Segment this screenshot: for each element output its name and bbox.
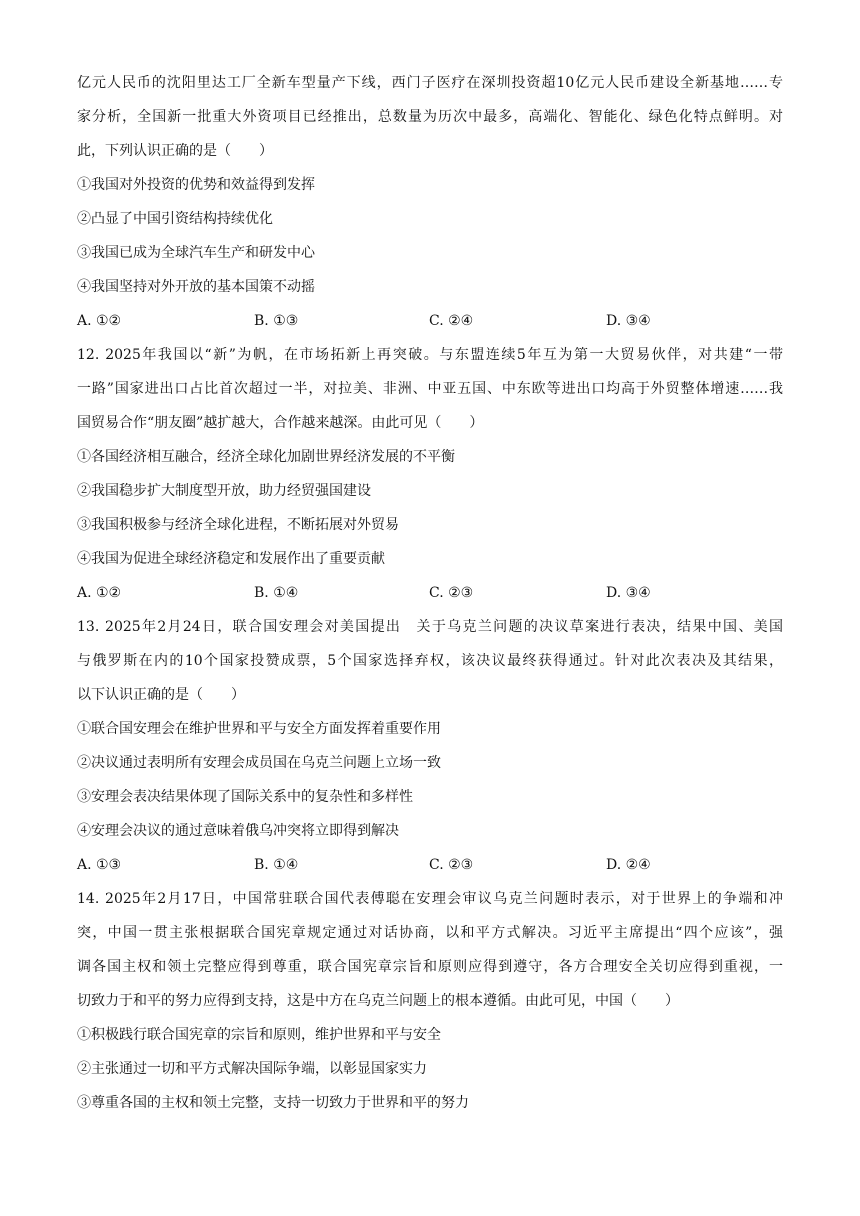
question-stem-line: 国贸易合作“朋友圈”越扩越大，合作越来越深。由此可见（ ） [77,415,484,431]
question-stem-line: 与俄罗斯在内的10个国家投赞成票，5个国家选择弃权，该决议最终获得通过。针对此次表决及其结果， [77,653,783,669]
statement-item: ③安理会表决结果体现了国际关系中的复杂性和多样性 [77,789,413,805]
option-b: B. ①④ [254,857,299,873]
option-c: C. ②④ [429,313,474,329]
statement-item: ②我国稳步扩大制度型开放，助力经贸强国建设 [77,483,371,499]
statement-item: ②凸显了中国引资结构持续优化 [77,211,273,227]
option-c: C. ②③ [429,857,474,873]
option-b: B. ①④ [254,585,299,601]
question-stem-line: 亿元人民币的沈阳里达工厂全新车型量产下线，西门子医疗在深圳投资超10亿元人民币建设全新基地……专 [77,75,783,91]
statement-item: ④安理会决议的通过意味着俄乌冲突将立即得到解决 [77,823,399,839]
option-d: D. ②④ [606,857,651,873]
question-stem-line: 调各国主权和领土完整应得到尊重，联合国宪章宗旨和原则应得到遵守，各方合理安全关切应得到重视，一 [77,959,783,975]
question-14 [77,882,783,1120]
statement-item: ④我国坚持对外开放的基本国策不动摇 [77,279,315,295]
option-a: A. ①③ [77,857,122,873]
option-b: B. ①③ [254,313,299,329]
option-a: A. ①② [77,585,122,601]
statement-item: ③我国已成为全球汽车生产和研发中心 [77,245,315,261]
statement-item: ③尊重各国的主权和领土完整，支持一切致力于世界和平的努力 [77,1095,469,1111]
question-stem-line: 此，下列认识正确的是（ ） [77,143,273,159]
statement-item: ②决议通过表明所有安理会成员国在乌克兰问题上立场一致 [77,755,441,771]
option-c: C. ②③ [429,585,474,601]
question-stem-line: 13. 2025年2月24日，联合国安理会对美国提出 关于乌克兰问题的决议草案进行表决，结果中国、美国 [77,619,783,635]
question-12 [77,338,783,610]
question-stem-line: 以下认识正确的是（ ） [77,687,245,703]
statement-item: ③我国积极参与经济全球化进程，不断拓展对外贸易 [77,517,399,533]
question-stem-line: 家分析，全国新一批重大外资项目已经推出，总数量为历次中最多，高端化、智能化、绿色化特点鲜明。对 [77,109,783,125]
question-stem-line: 14. 2025年2月17日，中国常驻联合国代表傅聪在安理会审议乌克兰问题时表示，对于世界上的争端和冲 [77,891,783,907]
option-a: A. ①② [77,313,122,329]
question-stem-line: 突，中国一贯主张根据联合国宪章规定通过对话协商，以和平方式解决。习近平主席提出“四个应该”，强 [77,925,783,941]
statement-item: ①各国经济相互融合，经济全球化加剧世界经济发展的不平衡 [77,449,455,465]
question-13 [77,610,783,882]
statement-item: ①积极践行联合国宪章的宗旨和原则，维护世界和平与安全 [77,1027,441,1043]
option-d: D. ③④ [606,585,651,601]
statement-item: ④我国为促进全球经济稳定和发展作出了重要贡献 [77,551,385,567]
question-11 [77,66,783,338]
answer-options [77,576,783,610]
answer-options [77,304,783,338]
answer-options [77,848,783,882]
statement-item: ①我国对外投资的优势和效益得到发挥 [77,177,315,193]
question-stem-line: 切致力于和平的努力应得到支持，这是中方在乌克兰问题上的根本遵循。由此可见，中国（ ） [77,993,679,1009]
statement-item: ①联合国安理会在维护世界和平与安全方面发挥着重要作用 [77,721,441,737]
question-stem-line: 一路”国家进出口占比首次超过一半，对拉美、非洲、中亚五国、中东欧等进出口均高于外贸整体增速……我 [77,381,783,397]
exam-page [77,66,783,1120]
statement-item: ②主张通过一切和平方式解决国际争端，以彰显国家实力 [77,1061,427,1077]
question-stem-line: 12. 2025年我国以“新”为帆，在市场拓新上再突破。与东盟连续5年互为第一大贸易伙伴，对共建“一带 [77,347,783,363]
option-d: D. ③④ [606,313,651,329]
